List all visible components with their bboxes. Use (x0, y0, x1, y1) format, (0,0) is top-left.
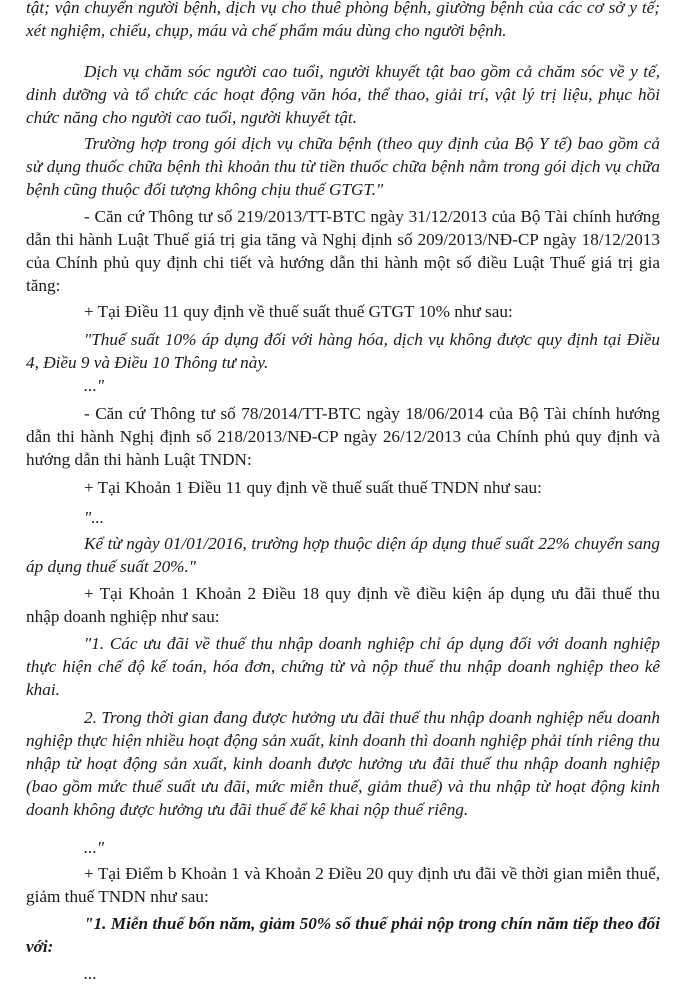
paragraph-elderly-care-services: Dịch vụ chăm sóc người cao tuổi, người khuyết tật bao gồm cả chăm sóc về y tế, dinh dưỡng và tổ chức các hoạt động văn hóa, thể thao, giải trí, vật lý trị liệu, phục hồi chức năng cho người cao tuổi, người khuyết tật. (26, 62, 660, 127)
paragraph-article-11-vat: + Tại Điều 11 quy định về thuế suất thuế GTGT 10% như sau: (84, 302, 513, 321)
paragraph-cit-rate-20-quote: Kể từ ngày 01/01/2016, trường hợp thuộc diện áp dụng thuế suất 22% chuyển sang áp dụng thuế suất 20%." (26, 534, 660, 576)
paragraph-medical-services-tail: tật; vận chuyển người bệnh, dịch vụ cho thuê phòng bệnh, giường bệnh của các cơ sở y tế; xét nghiệm, chiếu, chụp, máu và chế phẩm máu dùng cho người bệnh. (26, 0, 660, 40)
paragraph-medical-package-drugs: Trường hợp trong gói dịch vụ chữa bệnh (theo quy định của Bộ Y tế) bao gồm cả sử dụng thuốc chữa bệnh thì khoản thu từ tiền thuốc chữa bệnh nằm trong gói dịch vụ chữa bệnh cũng thuộc đối tượng không chịu thuế GTGT." (26, 134, 660, 199)
paragraph-circular-219: - Căn cứ Thông tư số 219/2013/TT-BTC ngày 31/12/2013 của Bộ Tài chính hướng dẫn thi hành Luật Thuế giá trị gia tăng và Nghị định số 209/2013/NĐ-CP ngày 18/12/2013 của Chính phủ quy định chi tiết và hướng dẫn thi hành một số điều Luật Thuế giá trị gia tăng: (26, 207, 660, 295)
paragraph-tax-exemption-quote: "1. Miễn thuế bốn năm, giảm 50% số thuế phải nộp trong chín năm tiếp theo đối với: (26, 914, 660, 956)
paragraph-ellipsis-3: ..." (84, 838, 105, 857)
paragraph-vat-10-percent-quote: "Thuế suất 10% áp dụng đối với hàng hóa, dịch vụ không được quy định tại Điều 4, Điều 9 và Điều 10 Thông tư này. (26, 330, 660, 372)
paragraph-ellipsis-1: ..." (84, 376, 105, 395)
paragraph-cit-incentive-clause-1: "1. Các ưu đãi về thuế thu nhập doanh nghiệp chỉ áp dụng đối với doanh nghiệp thực hiện chế độ kế toán, hóa đơn, chứng từ và nộp thuế thu nhập doanh nghiệp theo kê khai. (26, 634, 660, 699)
paragraph-article-20-exemption: + Tại Điểm b Khoản 1 và Khoản 2 Điều 20 quy định ưu đãi về thời gian miễn thuế, giảm thuế TNDN như sau: (26, 864, 660, 906)
paragraph-ellipsis-2: "... (84, 508, 105, 527)
paragraph-article-18-conditions: + Tại Khoản 1 Khoản 2 Điều 18 quy định về điều kiện áp dụng ưu đãi thuế thu nhập doanh nghiệp như sau: (26, 584, 660, 626)
paragraph-circular-78: - Căn cứ Thông tư số 78/2014/TT-BTC ngày 18/06/2014 của Bộ Tài chính hướng dẫn thi hành Nghị định số 218/2013/NĐ-CP ngày 26/12/2013 của Chính phủ quy định và hướng dẫn thi hành Luật TNDN: (26, 404, 660, 469)
paragraph-clause-1-article-11-cit: + Tại Khoản 1 Điều 11 quy định về thuế suất thuế TNDN như sau: (84, 478, 542, 497)
paragraph-ellipsis-4: ... (84, 964, 97, 983)
paragraph-cit-incentive-clause-2: 2. Trong thời gian đang được hưởng ưu đãi thuế thu nhập doanh nghiệp nếu doanh nghiệp thực hiện nhiều hoạt động sản xuất, kinh doanh thì doanh nghiệp phải tính riêng thu nhập từ hoạt động sản xuất, kinh doanh được hưởng ưu đãi thuế thu nhập doanh nghiệp (bao gồm mức thuế suất ưu đãi, mức miễn thuế, giảm thuế) và thu nhập từ hoạt động kinh doanh không được hưởng ưu đãi thuế để kê khai nộp thuế riêng. (26, 708, 660, 819)
